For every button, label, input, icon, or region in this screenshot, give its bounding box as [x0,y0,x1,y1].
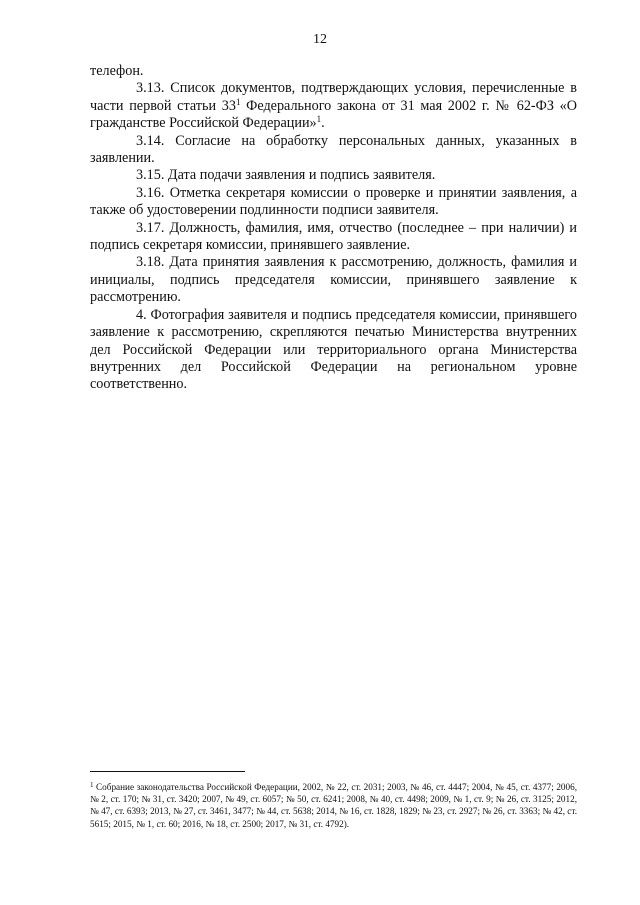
page-number: 12 [313,32,327,47]
article-superscript: 1 [235,96,241,107]
footnote-reference[interactable]: 1 [316,114,322,125]
paragraph-3-13 [90,80,577,132]
paragraph-3-13-tail: Федерального закона от 31 мая 2002 г. № 62-ФЗ «О гражданстве Российской Федерации» [90,97,577,132]
footnote-mark: 1 [90,781,94,789]
paragraph-3-16: 3.16. Отметка секретаря комиссии о проверке и принятии заявления, а также об удостоверении подлинности подписи заявителя. [90,184,577,219]
paragraph-3-13-end: . [321,115,325,132]
paragraph-3-13-text: 3.13. Список документов, подтверждающих условия, перечисленные в части первой статьи 33 [90,80,577,114]
paragraph-3-17: 3.17. Должность, фамилия, имя, отчество (последнее – при наличии) и подпись секретаря комиссии, принявшего заявление. [90,219,577,254]
footnote-separator [90,771,245,772]
footnote [90,781,577,830]
paragraph-continuation: телефон. [90,63,144,79]
paragraph-4: 4. Фотография заявителя и подпись председателя комиссии, принявшего заявление к рассмотрению, скрепляются печатью Министерства внутренних дел Российской Федерации или территориального органа Министерства внутренних дел Российской Федерации на региональном уровне соответственно. [90,306,577,393]
paragraph-3-14: 3.14. Согласие на обработку персональных данных, указанных в заявлении. [90,132,577,167]
footnote-text: Собрание законодательства Российской Федерации, 2002, № 22, ст. 2031; 2003, № 46, ст. 4447; 2004, № 45, ст. 4377; 2006, № 2, ст. 170; № 31, ст. 3420; 2007, № 49, ст. 6057; № 50, ст. 6241; 2008, № 40, ст. 4498; 2009, № 1, ст. 9; № 26, ст. 3125; 2012, № 47, ст. 6393; 2013, № 27, ст. 3461, 3477; № 44, ст. 5638; 2014, № 16, ст. 1828, 1829; № 23, ст. 2927; № 26, ст. 3363; № 42, ст. 5615; 2015, № 1, ст. 60; 2016, № 18, ст. 2500; 2017, № 31, ст. 4792). [90,782,577,829]
paragraph-3-15: 3.15. Дата подачи заявления и подпись заявителя. [136,167,436,184]
paragraph-3-18: 3.18. Дата принятия заявления к рассмотрению, должность, фамилия и инициалы, подпись председателя комиссии, принявшего заявление к рассмотрению. [90,254,577,306]
document-body [90,63,577,394]
